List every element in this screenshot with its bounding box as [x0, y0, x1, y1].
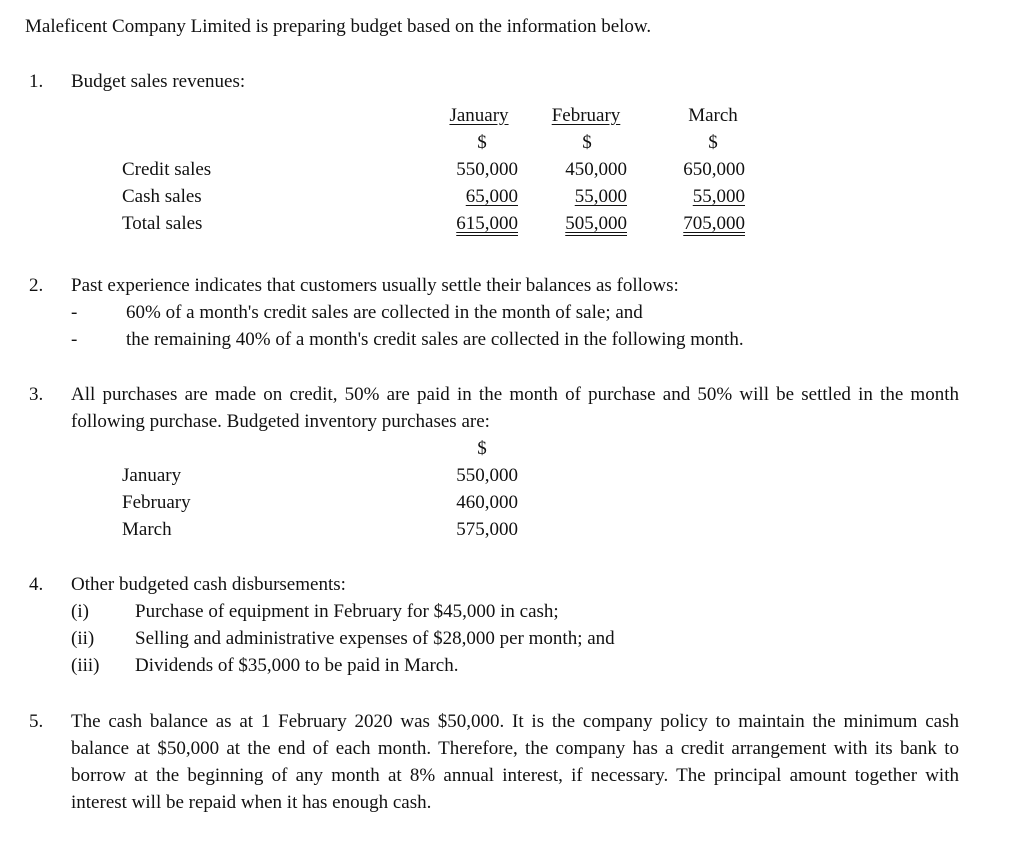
- subitem-number: (i): [71, 601, 89, 622]
- item2-bullet-2: the remaining 40% of a month's credit sales are collected in the following month.: [126, 329, 744, 350]
- purchase-label-february: February: [122, 492, 191, 513]
- purchase-value-january: 550,000: [456, 465, 518, 486]
- currency-january: $: [477, 132, 487, 153]
- total-sales-february: [527, 213, 627, 235]
- month-header-january: January: [449, 105, 509, 126]
- month-header-february: February: [551, 105, 621, 126]
- cash-sales-january-value: 65,000: [465, 186, 518, 207]
- currency-february: $: [582, 132, 592, 153]
- item3-number: 3.: [29, 384, 44, 405]
- purchase-label-march: March: [122, 519, 172, 540]
- row-label-total-sales: Total sales: [122, 213, 203, 234]
- total-sales-january: [418, 213, 518, 235]
- bullet-mark: -: [71, 329, 78, 350]
- currency-march: $: [708, 132, 718, 153]
- purchase-label-january: January: [122, 465, 182, 486]
- subitem-text: Purchase of equipment in February for $45,000 in cash;: [135, 601, 559, 622]
- purchase-value-february: 460,000: [456, 492, 518, 513]
- item1-title: Budget sales revenues:: [71, 71, 246, 92]
- cash-sales-january: [418, 186, 518, 208]
- row-label-cash-sales: Cash sales: [122, 186, 202, 207]
- credit-sales-march: 650,000: [683, 159, 745, 180]
- item4-number: 4.: [29, 574, 44, 595]
- cash-sales-march: [645, 186, 745, 208]
- item4-title: Other budgeted cash disbursements:: [71, 574, 346, 595]
- row-label-credit-sales: Credit sales: [122, 159, 212, 180]
- subitem-number: (iii): [71, 655, 100, 676]
- item3-text: All purchases are made on credit, 50% are paid in the month of purchase and 50% will be settled in the month following purchase. Budgeted inventory purchases are:: [71, 384, 959, 432]
- item5-text: The cash balance as at 1 February 2020 was $50,000. It is the company policy to maintain the minimum cash balance at $50,000 at the end of each month. Therefore, the company has a credit arrangement with its bank to borrow at the beginning of any month at 8% annual interest, if necessary. The principal amount together with interest will be repaid when it has enough cash.: [71, 711, 959, 813]
- month-header-march: March: [688, 105, 738, 126]
- total-sales-march-value: 705,000: [683, 213, 745, 234]
- item2-bullet-1: 60% of a month's credit sales are collected in the month of sale; and: [126, 302, 643, 323]
- purchases-currency: $: [477, 438, 487, 459]
- item5-number: 5.: [29, 711, 44, 732]
- subitem-text: Dividends of $35,000 to be paid in March.: [135, 655, 459, 676]
- bullet-mark: -: [71, 302, 78, 323]
- item2-number: 2.: [29, 275, 44, 296]
- cash-sales-february: [527, 186, 627, 208]
- credit-sales-february: 450,000: [565, 159, 627, 180]
- cash-sales-february-value: 55,000: [574, 186, 627, 207]
- total-sales-january-value: 615,000: [456, 213, 518, 234]
- item2-text: Past experience indicates that customers usually settle their balances as follows:: [71, 275, 679, 296]
- purchase-value-march: 575,000: [456, 519, 518, 540]
- credit-sales-january: 550,000: [456, 159, 518, 180]
- subitem-text: Selling and administrative expenses of $28,000 per month; and: [135, 628, 615, 649]
- total-sales-march: [645, 213, 745, 235]
- total-sales-february-value: 505,000: [565, 213, 627, 234]
- subitem-number: (ii): [71, 628, 95, 649]
- intro-text: Maleficent Company Limited is preparing budget based on the information below.: [25, 16, 652, 37]
- cash-sales-march-value: 55,000: [692, 186, 745, 207]
- item1-number: 1.: [29, 71, 44, 92]
